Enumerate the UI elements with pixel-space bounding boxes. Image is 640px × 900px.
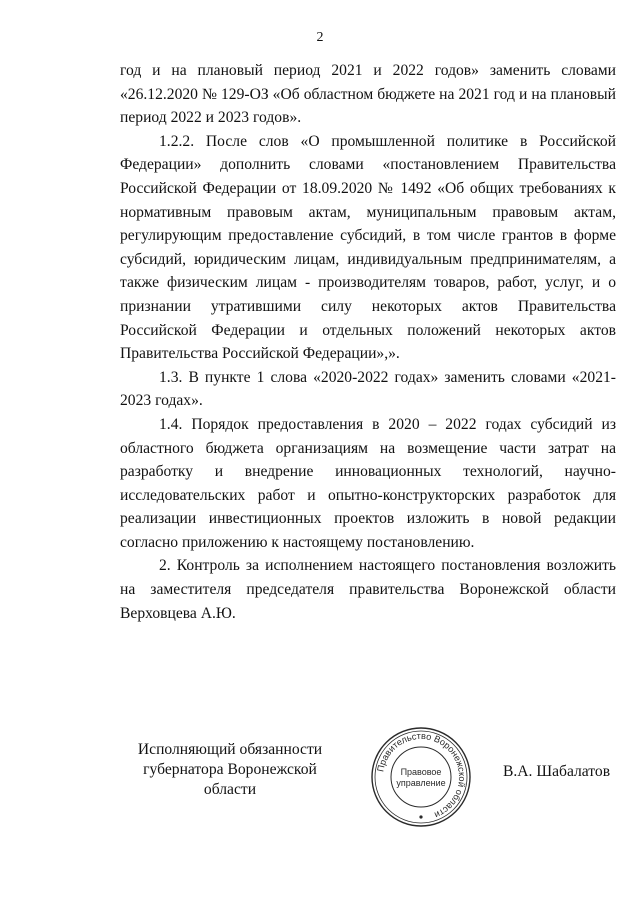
document-body xyxy=(120,59,616,625)
paragraph-2: 2. Контроль за исполнением настоящего постановления возложить на заместителя председателя правительства Воронежской области Верховцева А.Ю. xyxy=(120,557,616,622)
stamp-dot xyxy=(419,815,422,818)
stamp-inner-line-1: Правовое xyxy=(400,767,442,777)
stamp-inner-ring xyxy=(391,747,451,807)
stamp-outer-text: Правительство Воронежской области xyxy=(375,730,468,821)
signatory-position-line-1: Исполняющий обязанности xyxy=(137,741,323,758)
stamp-inner-line-2: управление xyxy=(396,778,446,788)
signatory-position-line-2: губернатора Воронежской области xyxy=(143,761,317,798)
paragraph-1-2-2: 1.2.2. После слов «О промышленной политике в Российской Федерации» дополнить словами «постановлением Правительства Российской Федерации от 18.09.2020 № 1492 «Об общих требованиях к нормативным правовым актам, муниципальным правовым актам, регулирующим предоставление субсидий, в том числе грантов в форме субсидий, юридическим лицам, индивидуальным предпринимателям, а также физическим лицам - производителям товаров, работ, услуг, и о признании утратившими силу некоторых актов Правительства Российской Федерации и отдельных положений некоторых актов Правительства Российской Федерации»,». xyxy=(120,132,616,363)
paragraph-continuation: год и на плановый период 2021 и 2022 годов» заменить словами «26.12.2020 № 129-ОЗ «Об областном бюджете на 2021 год и на плановый период 2022 и 2023 годов». xyxy=(120,62,616,127)
official-stamp xyxy=(369,725,473,829)
signature-block xyxy=(0,732,640,832)
signatory-position xyxy=(120,740,340,800)
stamp-outer-ring xyxy=(372,728,470,826)
page-number: 2 xyxy=(316,30,324,45)
paragraph-1-3: 1.3. В пункте 1 слова «2020-2022 годах» заменить словами «2021-2023 годах». xyxy=(120,368,616,410)
signatory-name: В.А. Шабалатов xyxy=(503,763,611,780)
paragraph-1-4: 1.4. Порядок предоставления в 2020 – 2022 годах субсидий из областного бюджета организациям на возмещение части затрат на разработку и внедрение инновационных технологий, научно-исследовательских работ и опытно-конструкторских разработок для реализации инвестиционных проектов изложить в новой редакции согласно приложению к настоящему постановлению. xyxy=(120,415,616,551)
